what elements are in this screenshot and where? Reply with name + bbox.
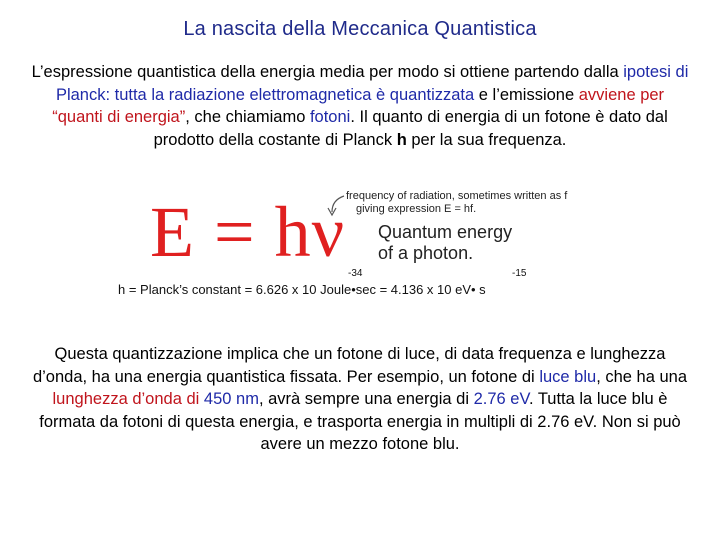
frequency-annotation-line2: giving expression E = hf.	[356, 202, 477, 215]
wavelength-term: lunghezza d’onda di	[52, 390, 200, 408]
exponent-joule: -34	[348, 268, 363, 279]
quantum-energy-line1: Quantum energy	[378, 222, 513, 242]
energy-value: 2.76 eV	[473, 390, 529, 408]
intro-text-2: e l’emissione	[474, 85, 579, 104]
intro-text-3: , che chiamiamo	[185, 108, 310, 126]
exponent-ev: -15	[512, 268, 527, 279]
photons-term: fotoni	[309, 108, 351, 126]
intro-text-4: . Il quanto di energia di un fotone è dato dal prodotto della costante di Planck	[153, 108, 668, 149]
quantum-energy-label	[378, 222, 512, 264]
planck-constant-line: h = Planck’s constant = 6.626 x 10 Joule•sec = 4.136 x 10 eV• s	[118, 282, 486, 297]
example-text-5: . Tutta la luce blu è formata da fotoni di questa energia, e trasporta energia in multipli di 2.76 eV. Non si può avere un mezzo fotone blu.	[39, 390, 681, 453]
intro-text-1: L’espressione quantistica della energia media per modo si ottiene partendo dalla	[31, 63, 624, 81]
quantum-energy-line2: of a photon.	[378, 243, 474, 263]
example-text-1: Questa quantizzazione implica che un fotone di luce, di data frequenza e lunghezza d’onda, ha una energia quantistica fissata. Per esempio, un fotone di	[32, 345, 666, 386]
slide-title: La nascita della Meccanica Quantistica	[183, 18, 537, 40]
wavelength-value: 450 nm	[203, 390, 259, 408]
planck-equation-figure	[110, 188, 600, 303]
example-text-4: , avrà sempre una energia di	[258, 390, 474, 408]
quanta-emission-text: avviene per “quanti di energia”	[52, 85, 665, 126]
frequency-annotation-line1: frequency of radiation, sometimes written as f	[346, 190, 568, 202]
intro-text-5: per la sua frequenza.	[406, 130, 567, 149]
blue-light-term: luce blu	[539, 367, 597, 386]
planck-symbol: h	[396, 130, 407, 149]
planck-hypothesis-text: ipotesi di Planck: tutta la radiazione elettromagnetica è quantizzata	[55, 63, 689, 104]
blue-light-paragraph	[30, 343, 690, 456]
example-text-2: , che ha una	[596, 367, 688, 386]
intro-paragraph	[30, 61, 690, 151]
photon-energy-equation: E = hν	[150, 192, 346, 272]
